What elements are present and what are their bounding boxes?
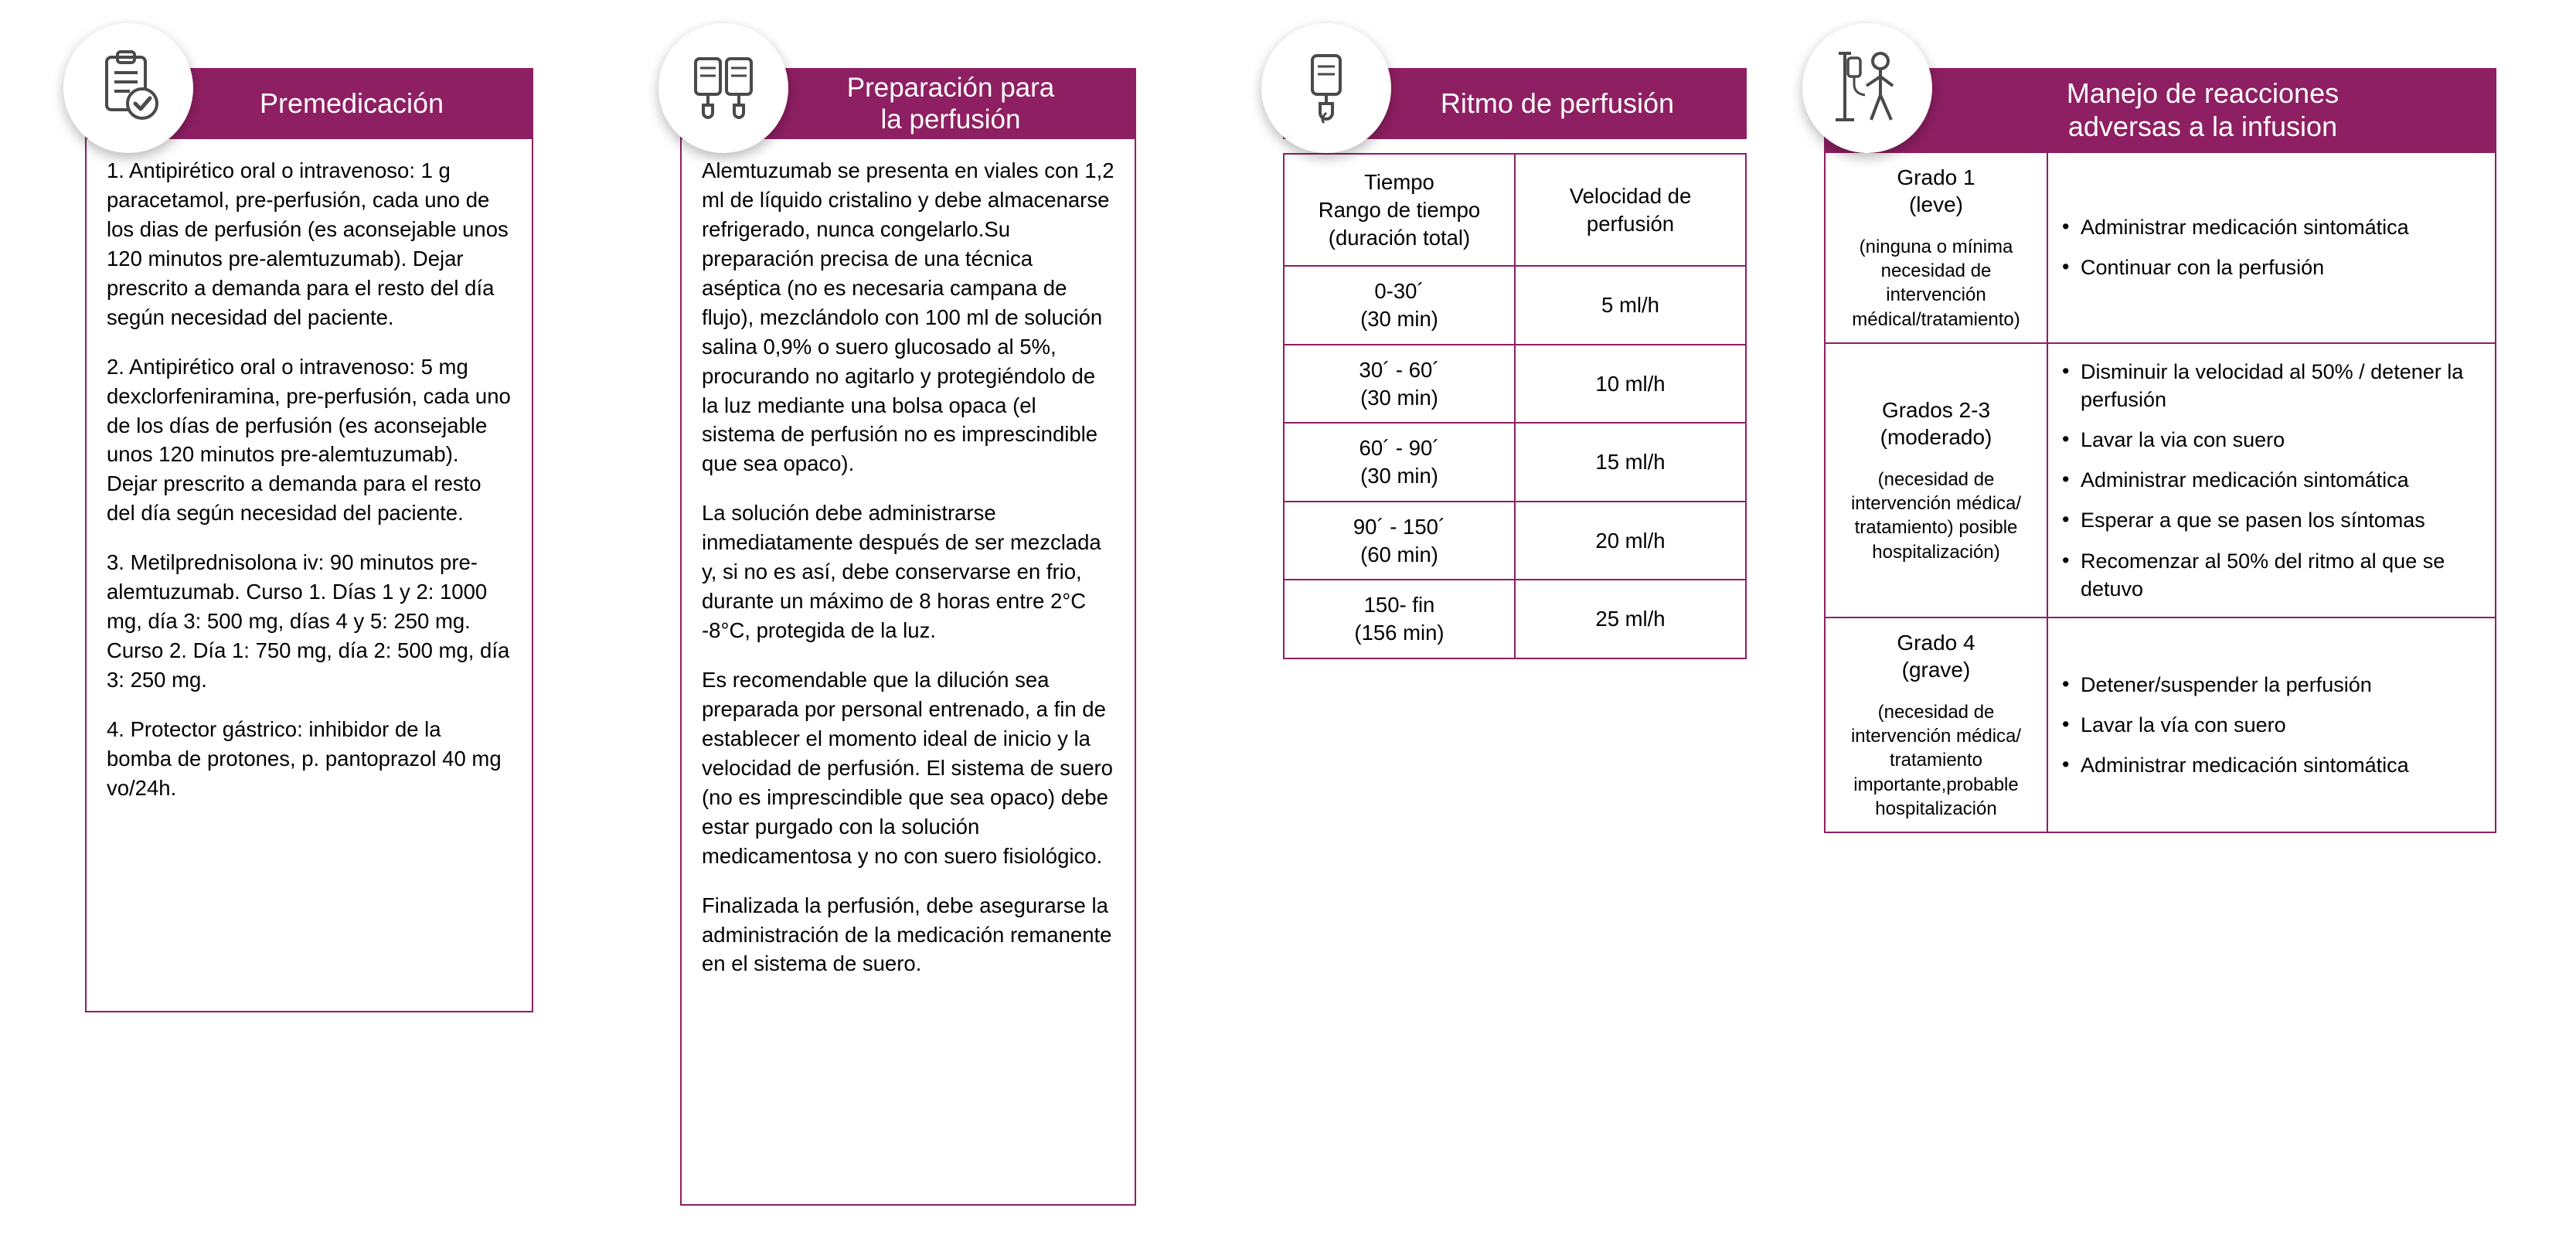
rate-row-time [1284, 423, 1515, 502]
preparacion-paragraph-3: Es recomendable que la dilución sea preparada por personal entrenado, a fin de establecer el momento ideal de inicio y la velocidad de perfusión. El sistema de suero (no es imprescindible que sea opaco) debe estar purgado con la solución medicamentosa y no con suero fisiológico. [702, 668, 1113, 868]
grade-title-line1: Grado 1 [1897, 165, 1975, 189]
grade-title [1833, 629, 2039, 683]
column-title-preparacion-line2: la perfusión [880, 104, 1021, 134]
patient-iv-stand-icon [1802, 23, 1932, 153]
table-row [1284, 423, 1746, 502]
column-title-manejo-line1: Manejo de reacciones [2066, 77, 2339, 109]
column-title-preparacion-line1: Preparación para [846, 72, 1055, 103]
rate-row-speed: 25 ml/h [1515, 580, 1746, 658]
rate-header-time-line1: Tiempo [1364, 170, 1434, 194]
table-row [1825, 618, 2496, 832]
actions-list [2060, 213, 2482, 281]
adverse-reactions-table [1824, 151, 2496, 833]
table-row [1284, 580, 1746, 658]
rate-row-time [1284, 266, 1515, 345]
list-item: • Detener/suspender la perfusión [2060, 671, 2482, 699]
rate-row-time-range: 30´ - 60´ [1359, 357, 1440, 382]
list-item: • Disminuir la velocidad al 50% / detener la perfusión [2060, 358, 2482, 413]
rate-row-time [1284, 345, 1515, 424]
rate-row-time-range: 60´ - 90´ [1359, 436, 1440, 461]
preparacion-paragraph-4: Finalizada la perfusión, debe asegurarse la administración de la medicación remanente en el sistema de suero. [702, 893, 1112, 976]
rate-table [1283, 153, 1747, 659]
list-item: • Administrar medicación sintomática [2060, 466, 2482, 494]
actions-list [2060, 671, 2482, 780]
column-body-ritmo [1283, 153, 1747, 659]
rate-row-time-duration: (60 min) [1360, 542, 1438, 566]
column-body-premedicacion [85, 139, 533, 1012]
list-item: • Lavar la vía con suero [2060, 711, 2482, 739]
table-row [1825, 343, 2496, 618]
column-title-premedicacion: Premedicación [259, 87, 444, 120]
column-manejo-reacciones [1824, 68, 2496, 833]
preparacion-paragraph-2: La solución debe administrarse inmediatamente después de ser mezclada y, si no es así, debe conservarse en frio, durante un máximo de 8 horas entre 2°C -8°C, protegida de la luz. [702, 501, 1101, 643]
premedicacion-paragraph-1: 1. Antipirético oral o intravenoso: 1 g paracetamol, pre-perfusión, cada uno de los dias de perfusión (es aconsejable unos 120 minutos pre-alemtuzumab). Dejar prescrito a demanda para el resto del día según necesidad del paciente. [107, 158, 509, 329]
rate-row-time-duration: (156 min) [1354, 621, 1445, 645]
column-title-preparacion [847, 72, 1055, 136]
rate-row-time-duration: (30 min) [1360, 385, 1438, 410]
rate-row-time-range: 0-30´ [1374, 279, 1424, 304]
grade-title-line1: Grado 4 [1897, 630, 1975, 655]
list-item: • Lavar la via con suero [2060, 426, 2482, 454]
rate-row-time-range: 150- fin [1363, 593, 1435, 618]
column-ritmo-de-perfusion [1283, 68, 1747, 659]
grade-note: (necesidad de intervención médica/ tratamiento importante,probable hospitalización [1850, 701, 2022, 819]
rate-row-time [1284, 502, 1515, 580]
preparacion-paragraph-1: Alemtuzumab se presenta en viales con 1,2 ml de líquido cristalino y debe almacenarse refrigerado, nunca congelarlo.Su preparación precisa de una técnica aséptica (no es necesaria campana de flujo), mezclándolo con 100 ml de solución salina 0,9% o suero glucosado al 5%, procurando no agitarlo y protegiéndolo de la luz mediante una bolsa opaca (el sistema de perfusión no es imprescindible que sea opaco). [702, 158, 1114, 476]
rate-row-speed: 10 ml/h [1515, 345, 1746, 424]
list-item: • Administrar medicación sintomática [2060, 213, 2482, 241]
rate-table-header-speed [1515, 154, 1746, 266]
table-row [1284, 502, 1746, 580]
premedicacion-paragraph-4: 4. Protector gástrico: inhibidor de la bomba de protones, p. pantoprazol 40 mg vo/24h. [107, 716, 502, 800]
column-body-preparacion [680, 139, 1136, 1206]
grade-title [1833, 164, 2039, 218]
grade-title-line2: (leve) [1908, 192, 1963, 216]
clipboard-check-icon [63, 23, 193, 153]
rate-header-time-line3: (duración total) [1328, 225, 1471, 250]
rate-header-speed-line1: Velocidad de [1569, 183, 1692, 208]
list-item: • Recomenzar al 50% del ritmo al que se detuvo [2060, 547, 2482, 603]
grade-note: (necesidad de intervención médica/ tratamiento) posible hospitalización) [1850, 468, 2022, 563]
premedicacion-paragraph-3: 3. Metilprednisolona iv: 90 minutos pre-alemtuzumab. Curso 1. Días 1 y 2: 1000 mg, día 3: 500 mg, días 4 y 5: 250 mg. Curso 2. Día 1: 750 mg, día 2: 500 mg, día 3: 250 mg. [107, 550, 510, 692]
list-item: • Administrar medicación sintomática [2060, 751, 2482, 779]
table-row [1284, 345, 1746, 424]
rate-header-time-line2: Rango de tiempo [1318, 197, 1481, 222]
iv-bags-icon [658, 23, 788, 153]
rate-table-header-time [1284, 154, 1515, 266]
table-row [1825, 152, 2496, 343]
column-title-manejo-line2: adversas a la infusion [2067, 111, 2338, 142]
grade-cell [1825, 152, 2047, 343]
grade-cell [1825, 343, 2047, 618]
list-item: • Continuar con la perfusión [2060, 253, 2482, 281]
actions-cell [2047, 152, 2496, 343]
grade-cell [1825, 618, 2047, 832]
rate-row-speed: 5 ml/h [1515, 266, 1746, 345]
list-item: • Esperar a que se pasen los síntomas [2060, 506, 2482, 534]
grade-title-line1: Grados 2-3 [1881, 397, 1991, 422]
grade-note: (ninguna o mínima necesidad de intervención médical/tratamiento) [1852, 236, 2020, 330]
rate-row-speed: 15 ml/h [1515, 423, 1746, 502]
column-title-manejo [2067, 77, 2339, 143]
premedicacion-paragraph-2: 2. Antipirético oral o intravenoso: 5 mg dexclorfeniramina, pre-perfusión, cada uno de los días de perfusión (es aconsejable unos 120 minutos pre-alemtuzumab). Dejar prescrito a demanda para el resto del día según necesidad del paciente. [107, 354, 511, 526]
column-title-ritmo: Ritmo de perfusión [1440, 87, 1675, 120]
rate-row-time [1284, 580, 1515, 658]
rate-header-speed-line2: perfusión [1586, 211, 1675, 236]
iv-drip-icon [1261, 23, 1391, 153]
rate-row-time-duration: (30 min) [1360, 464, 1438, 488]
grade-title [1833, 396, 2039, 451]
actions-cell [2047, 618, 2496, 832]
actions-list [2060, 358, 2482, 603]
grade-title-line2: (grave) [1901, 657, 1971, 682]
column-body-manejo [1824, 151, 2496, 833]
rate-table-header-row [1284, 154, 1746, 266]
table-row [1284, 266, 1746, 345]
column-preparacion [680, 68, 1136, 1206]
rate-row-speed: 20 ml/h [1515, 502, 1746, 580]
grade-title-line2: (moderado) [1880, 424, 1992, 449]
rate-row-time-duration: (30 min) [1360, 307, 1438, 331]
rate-row-time-range: 90´ - 150´ [1353, 514, 1446, 539]
actions-cell [2047, 343, 2496, 618]
column-premedicacion [85, 68, 533, 1012]
